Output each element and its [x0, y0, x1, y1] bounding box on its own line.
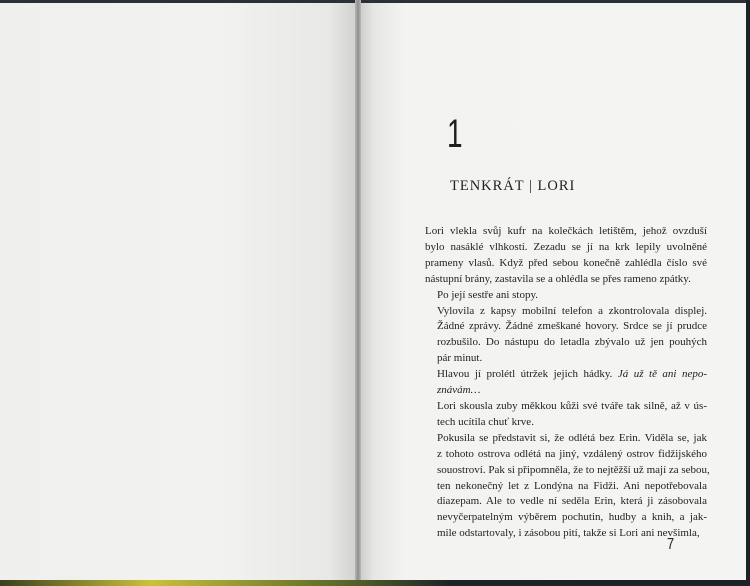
book-edge-strip — [0, 580, 750, 586]
text-line: Vylovila z kapsy mobilní telefon a zkontrolovala displej. — [437, 304, 707, 317]
text-line: diazepam. Ale to vedle ní seděla Erin, která ji zásobovala — [437, 495, 707, 508]
paragraph — [425, 288, 707, 304]
text-line: nástupní brány, zastavila se a ohlédla se přes rameno zpátky. — [425, 272, 691, 285]
chapter-title: TENKRÁT | LORI — [450, 178, 576, 194]
text-line: mile odstartovaly, i zásobou pití, takže si Lori ani nevšimla, — [437, 527, 700, 540]
paragraph — [425, 431, 710, 542]
text-line: tech ucítila chuť krve. — [437, 415, 534, 428]
text-line: Po její sestře ani stopy. — [437, 288, 539, 301]
page-number: 7 — [667, 536, 675, 553]
text-line: rozbušilo. Do nástupu do letadla zbývalo už jen pouhých — [437, 336, 707, 349]
paragraph — [425, 304, 707, 368]
text-line: Pokusila se představit si, že odlétá bez Erin. Viděla se, jak — [437, 431, 707, 444]
text-line: Hlavou jí prolétl útržek jejich hádky. Já už tě ani nepo- — [437, 368, 708, 381]
text-line: Lori skousla zuby měkkou kůži své tváře tak silně, až v ús- — [437, 399, 707, 412]
text-line: znávám… — [437, 384, 481, 397]
text-line: ten nekonečný let z Londýna na Fidži. Ani nepotřebovala — [437, 479, 707, 492]
text-line: Žádné zprávy. Žádné zmeškané hovory. Srdce se jí prudce — [437, 320, 707, 333]
paragraph — [425, 224, 707, 288]
paragraph — [425, 367, 707, 399]
left-page-blank — [0, 0, 358, 583]
text-line: Lori vlekla svůj kufr na kolečkách letištěm, jehož ovzduší — [425, 225, 707, 237]
text-line: pár minut. — [437, 352, 483, 365]
text-line: prameny vlasů. Když před sebou konečně zahlédla číslo své — [425, 256, 707, 269]
text-line: souostroví. Pak si připomněla, že to nejtěžší už mají za sebou, — [437, 463, 710, 476]
book-edge-right — [746, 0, 750, 586]
chapter-number: 1 — [447, 112, 463, 156]
text-line: z tohoto ostrova odlétá na jiný, vzdálený ostrov fidžijského — [437, 447, 707, 460]
book-gutter — [355, 0, 361, 580]
chapter-body-text — [425, 224, 710, 542]
paragraph — [425, 399, 707, 431]
text-line: nevyčerpatelným výběrem pochutin, hudby a knih, a jak- — [437, 511, 707, 524]
text-line: bylo nasáklé vlhkostí. Zezadu se jí na krk lepily uvolněné — [425, 240, 707, 253]
